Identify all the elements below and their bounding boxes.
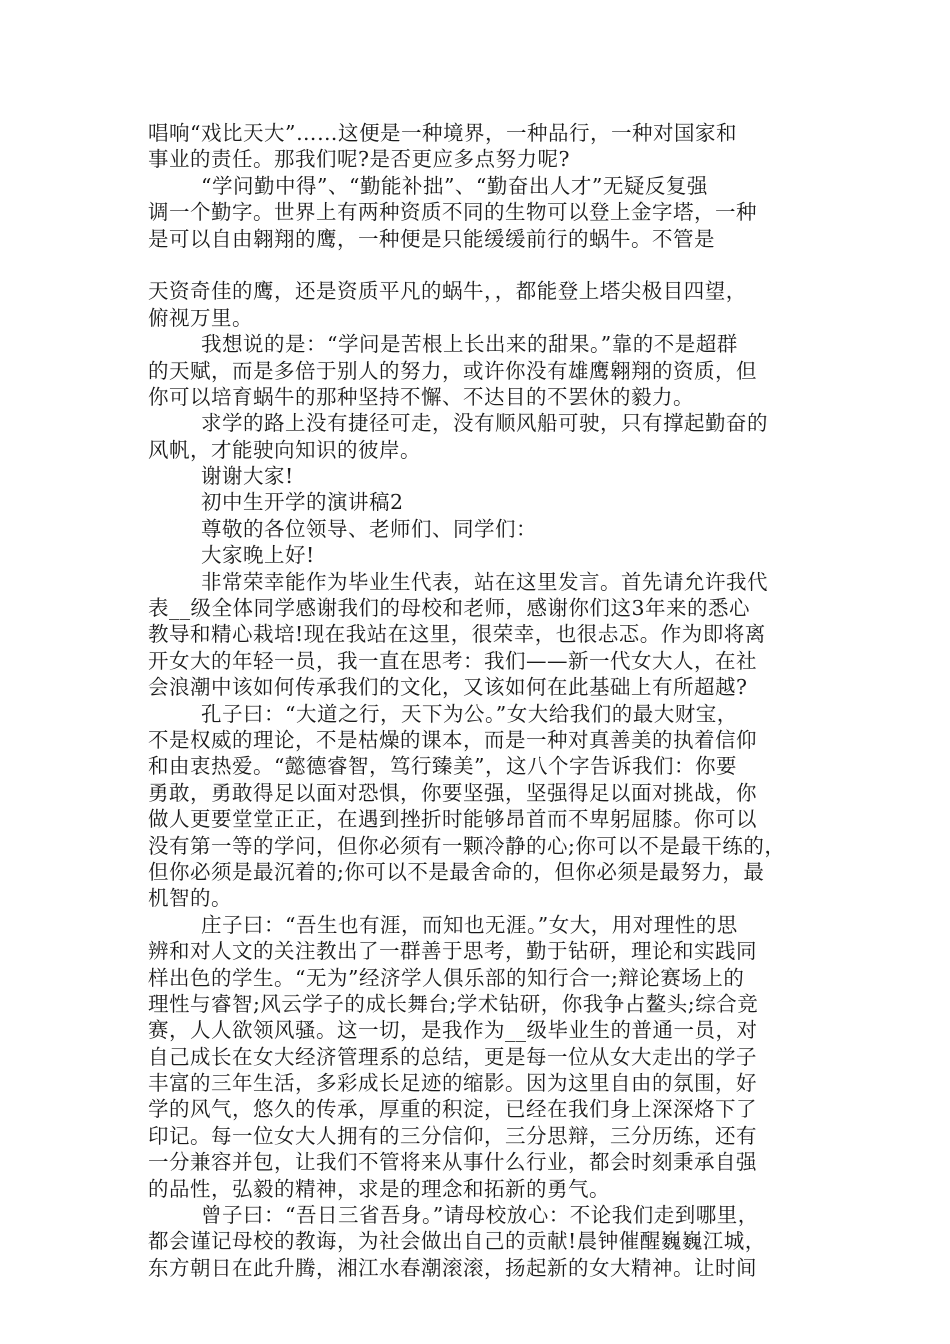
text-line: 东方朝日在此升腾，湘江水春潮滚滚，扬起新的女大精神。让时间 bbox=[148, 1255, 757, 1280]
text-line: 一分兼容并包，让我们不管将来从事什么行业，都会时刻秉承自强 bbox=[148, 1150, 757, 1175]
text-line: 是可以自由翱翔的鹰，一种便是只能缓缓前行的蜗牛。不管是 bbox=[148, 226, 715, 251]
text-line: 表__级全体同学感谢我们的母校和老师，感谢你们这3年来的悉心 bbox=[148, 596, 751, 621]
text-line: 天资奇佳的鹰，还是资质平凡的蜗牛，，都能登上塔尖极目四望， bbox=[148, 279, 747, 304]
text-line: 非常荣幸能作为毕业生代表，站在这里发言。首先请允许我代 bbox=[201, 569, 768, 594]
text-line: 勇敢，勇敢得足以面对恐惧，你要坚强，坚强得足以面对挑战，你 bbox=[148, 780, 757, 805]
text-line: 和由衷热爱。“懿德睿智，笃行臻美”，这八个字告诉我们：你要 bbox=[148, 754, 737, 779]
text-line: 你可以培育蜗牛的那种坚持不懈、不达目的不罢休的毅力。 bbox=[148, 384, 694, 409]
text-line: 学的风气，悠久的传承，厚重的积淀，已经在我们身上深深烙下了 bbox=[148, 1097, 757, 1122]
text-line: 我想说的是：“学问是苦根上长出来的甜果。”靠的不是超群 bbox=[201, 332, 738, 357]
text-line: 不是权威的理论，不是枯燥的课本，而是一种对真善美的执着信仰 bbox=[148, 727, 757, 752]
text-line: 都会谨记母校的教诲，为社会做出自己的贡献!晨钟催醒巍巍江城， bbox=[148, 1229, 766, 1254]
text-line: 样出色的学生。“无为”经济学人俱乐部的知行合一;辩论赛场上的 bbox=[148, 965, 745, 990]
text-line: 的天赋，而是多倍于别人的努力，或许你没有雄鹰翱翔的资质，但 bbox=[148, 358, 757, 383]
text-line: 理性与睿智;风云学子的成长舞台;学术钻研，你我争占鳌头;综合竞 bbox=[148, 991, 759, 1016]
section-title: 初中生开学的演讲稿2 bbox=[201, 490, 404, 515]
text-line: 做人更要堂堂正正，在遇到挫折时能够昂首而不卑躬屈膝。你可以 bbox=[148, 807, 757, 832]
text-line: 唱响“戏比天大”……这便是一种境界，一种品行，一种对国家和 bbox=[148, 121, 737, 145]
text-line: 庄子曰：“吾生也有涯，而知也无涯。”女大，用对理性的思 bbox=[201, 912, 738, 937]
text-line: 但你必须是最沉着的;你可以不是最舍命的，但你必须是最努力，最 bbox=[148, 859, 765, 884]
body-text bbox=[148, 120, 818, 1281]
text-line: 俯视万里。 bbox=[148, 305, 253, 330]
text-line: 赛，人人欲领风骚。这一切，是我作为__级毕业生的普通一员，对 bbox=[148, 1018, 758, 1043]
text-line: 会浪潮中该如何传承我们的文化，又该如何在此基础上有所超越? bbox=[148, 675, 748, 700]
text-line: 求学的路上没有捷径可走，没有顺风船可驶，只有撑起勤奋的 bbox=[201, 411, 768, 436]
text-line: 丰富的三年生活，多彩成长足迹的缩影。因为这里自由的氛围，好 bbox=[148, 1071, 757, 1096]
text-line: 辨和对人文的关注教出了一群善于思考，勤于钻研，理论和实践同 bbox=[148, 939, 757, 964]
text-line: 的品性，弘毅的精神，求是的理念和拓新的勇气。 bbox=[148, 1176, 610, 1201]
greeting: 大家晚上好! bbox=[201, 543, 315, 568]
text-line: 没有第一等的学问，但你必须有一颗冷静的心;你可以不是最干练的， bbox=[148, 833, 786, 858]
text-line: 孔子曰：“大道之行，天下为公。”女大给我们的最大财宝， bbox=[201, 701, 738, 726]
text-line: 风帆，才能驶向知识的彼岸。 bbox=[148, 437, 421, 462]
text-line: “学问勤中得”、“勤能补拙”、“勤奋出人才”无疑反复强 bbox=[201, 173, 708, 198]
text-line: 事业的责任。那我们呢?是否更应多点努力呢? bbox=[148, 147, 570, 172]
text-line: 调一个勤字。世界上有两种资质不同的生物可以登上金字塔，一种 bbox=[148, 200, 757, 225]
text-line: 开女大的年轻一员，我一直在思考：我们——新一代女大人，在社 bbox=[148, 648, 757, 673]
text-line: 曾子曰：“吾日三省吾身。”请母校放心：不论我们走到哪里， bbox=[201, 1203, 759, 1228]
blank-line bbox=[148, 252, 818, 278]
text-line: 印记。每一位女大人拥有的三分信仰，三分思辩，三分历练，还有 bbox=[148, 1123, 757, 1148]
text-line: 谢谢大家! bbox=[201, 464, 294, 489]
salutation: 尊敬的各位领导、老师们、同学们： bbox=[201, 516, 537, 541]
text-line: 自己成长在女大经济管理系的总结，更是每一位从女大走出的学子 bbox=[148, 1044, 757, 1069]
text-line: 教导和精心栽培!现在我站在这里，很荣幸，也很忐忑。作为即将离 bbox=[148, 622, 766, 647]
text-line: 机智的。 bbox=[148, 886, 232, 911]
